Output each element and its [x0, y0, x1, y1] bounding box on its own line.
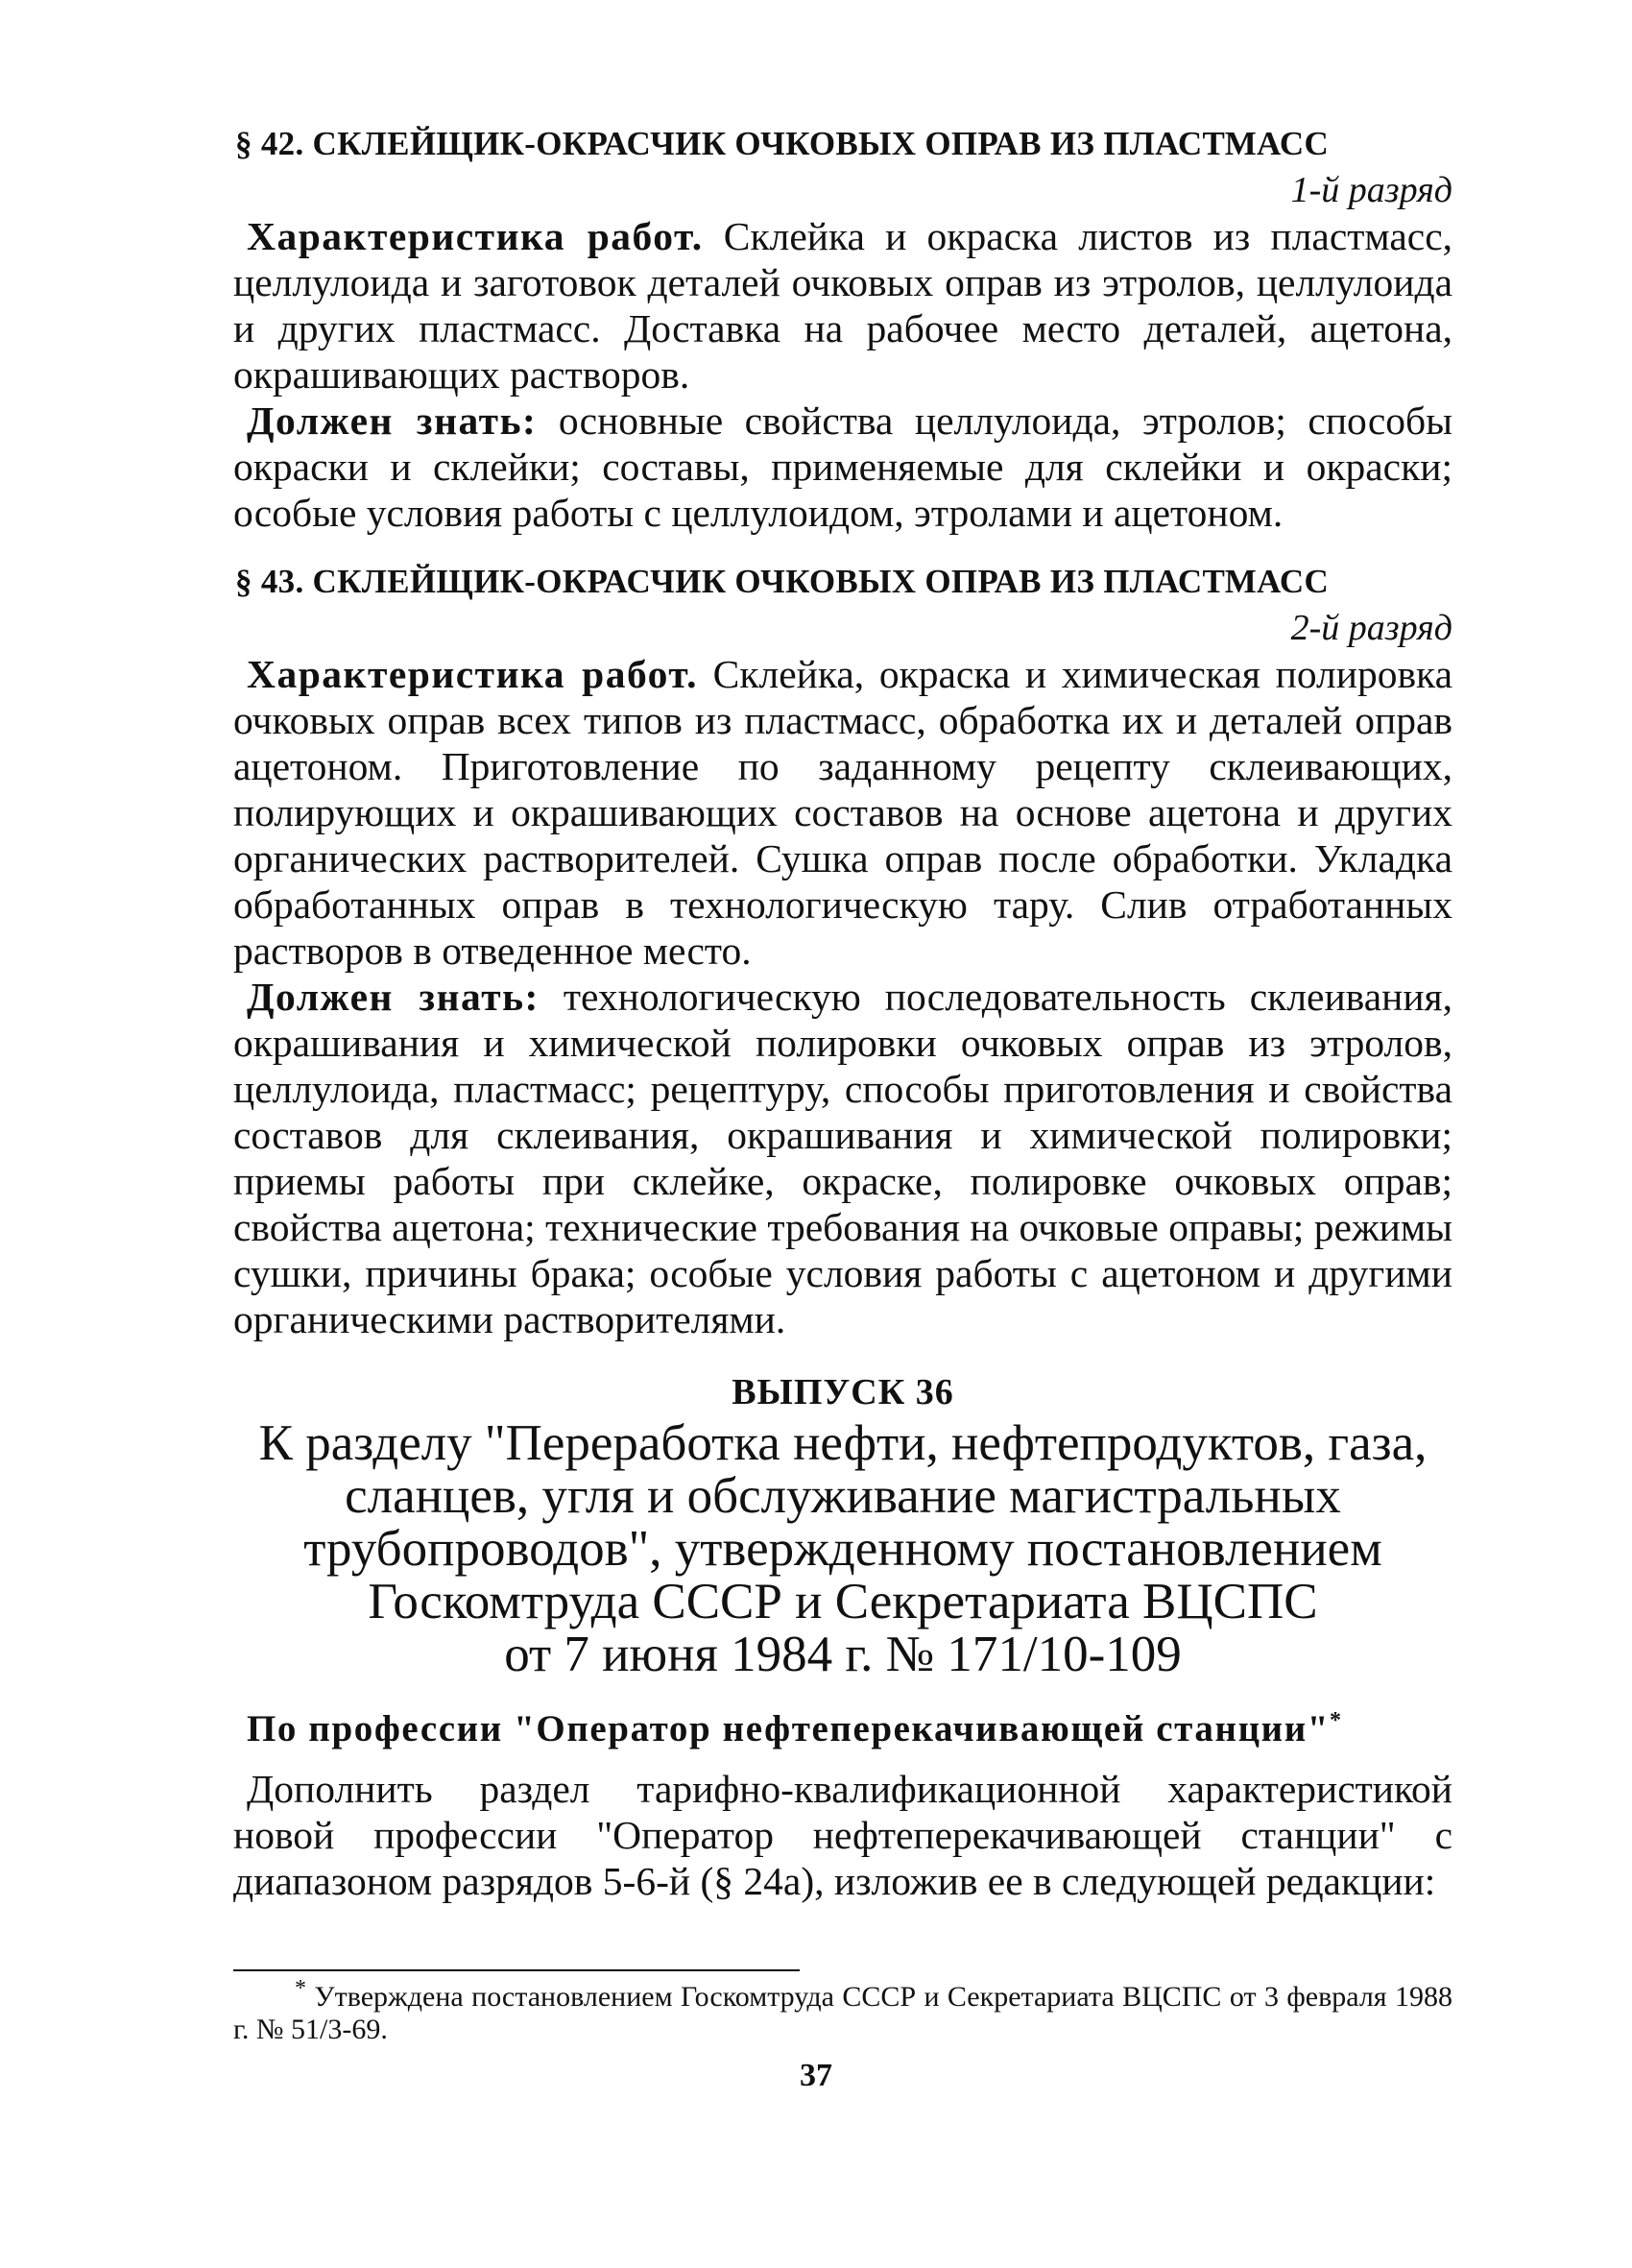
characteristics-lead: Характеристика работ.: [247, 214, 704, 258]
subtitle-line: сланцев, угля и обслуживание магистральных: [345, 1468, 1341, 1524]
profession-body: Дополнить раздел тарифно-квалификационной характеристикой новой профессии "Оператор нефтеперекачивающей станции" с диапазоном разрядов 5-6-й (§ 24а), изложив ее в следующей редакции:: [233, 1767, 1452, 1903]
footnote-mark: *: [295, 1976, 306, 2001]
section-43-knowledge: [233, 974, 1452, 1342]
characteristics-text: Склейка и окраска листов из пластмасс, целлулоида и заготовок деталей очковых оправ из этролов, целлулоида и других пластмасс. Доставка на рабочее место деталей, ацетона, окрашивающих растворов.: [233, 214, 1452, 397]
footnote-divider: [233, 1969, 800, 1971]
characteristics-lead: Характеристика работ.: [247, 652, 699, 696]
section-43-title: § 43. СКЛЕЙЩИК-ОКРАСЧИК ОЧКОВЫХ ОПРАВ ИЗ ПЛАСТМАСС: [235, 563, 1330, 600]
release-subtitle: [233, 1417, 1452, 1681]
profession-heading: [233, 1706, 1452, 1752]
footnote-reference: *: [1330, 1708, 1343, 1733]
section-43-grade: 2-й разряд: [1290, 608, 1452, 648]
footnote-text: Утверждена постановлением Госкомтруда СССР и Секретариата ВЦСПС от 3 февраля 1988 г. № 51/3-69.: [233, 1981, 1453, 2045]
subtitle-line: Госкомтруда СССР и Секретариата ВЦСПС: [368, 1574, 1318, 1629]
characteristics-text: Склейка, окраска и химическая полировка очковых оправ всех типов из пластмасс, обработка их и деталей оправ ацетоном. Приготовление по заданному рецепту склеивающих, полирующих и окрашивающих составов на основе ацетона и других органических растворителей. Сушка оправ после обработки. Укладка обработанных оправ в технологическую тару. Слив отработанных растворов в отведенное место.: [233, 652, 1452, 973]
section-42-title: § 42. СКЛЕЙЩИК-ОКРАСЧИК ОЧКОВЫХ ОПРАВ ИЗ ПЛАСТМАСС: [235, 125, 1330, 162]
knowledge-text: основные свойства целлулоида, этролов; способы окраски и склейки; составы, применяемые для склейки и окраски; особые условия работы с целлулоидом, этролами и ацетоном.: [233, 398, 1453, 535]
knowledge-lead: Должен знать:: [247, 975, 540, 1019]
page-number: 37: [800, 2058, 832, 2093]
section-43-characteristics: [233, 651, 1452, 974]
subtitle-line: от 7 июня 1984 г. № 171/10-109: [504, 1627, 1182, 1682]
document-page: [233, 125, 1452, 2046]
profession-heading-text: По профессии "Оператор нефтеперекачивающей станции": [247, 1708, 1331, 1749]
footnote: [233, 1976, 1453, 2046]
section-42-knowledge: [233, 398, 1452, 536]
subtitle-line: трубопроводов", утвержденному постановлением: [303, 1521, 1382, 1577]
subtitle-line: К разделу "Переработка нефти, нефтепродуктов, газа,: [258, 1415, 1428, 1471]
release-title: ВЫПУСК 36: [732, 1372, 954, 1412]
knowledge-text: технологическую последовательность склеивания, окрашивания и химической полировки очковых оправ из этролов, целлулоида, пластмасс; рецептуру, способы приготовления и свойства составов для склеивания, окрашивания и химической полировки; приемы работы при склейке, окраске, полировке очковых оправ; свойства ацетона; технические требования на очковые оправы; режимы сушки, причины брака; особые условия работы с ацетоном и другими органическими растворителями.: [233, 975, 1453, 1341]
section-42-characteristics: [233, 213, 1452, 398]
knowledge-lead: Должен знать:: [247, 398, 538, 443]
section-42-grade: 1-й разряд: [1290, 170, 1452, 210]
